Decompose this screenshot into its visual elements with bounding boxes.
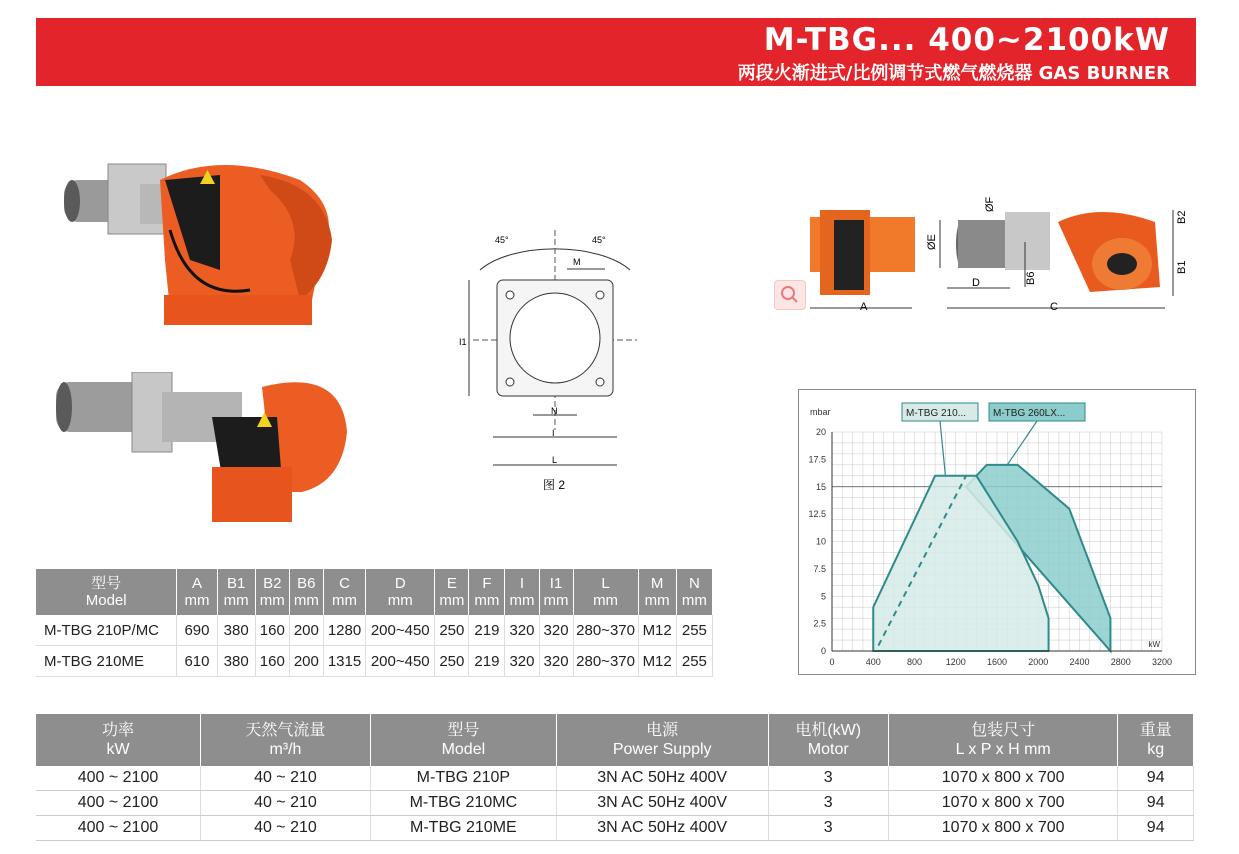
side-label-f: ØF [984, 196, 996, 212]
table-cell: M-TBG 210P/MC [36, 615, 177, 646]
spec-header-top: 电机(kW) [795, 722, 862, 739]
table-cell: 94 [1118, 791, 1194, 816]
table-cell: 320 [505, 615, 539, 646]
burner-photo-top [60, 150, 350, 340]
spec-header-bottom: Model [441, 741, 486, 758]
dim-header-top: A [191, 575, 202, 592]
dim-label-n: N [551, 406, 558, 416]
dim-header-13 [676, 569, 712, 615]
side-view-drawing [800, 192, 1200, 322]
spec-header-1 [200, 714, 370, 766]
dim-label-l: L [552, 455, 558, 465]
y-tick-label: 17.5 [808, 454, 826, 465]
y-tick-label: 10 [815, 536, 826, 547]
x-tick-label: 1600 [986, 657, 1008, 667]
y-tick-label: 20 [815, 427, 826, 437]
spec-header-bottom: L x P x H mm [955, 741, 1051, 758]
spec-header-row [36, 714, 1194, 766]
table-cell: 255 [676, 646, 712, 677]
side-label-b6: B6 [1025, 271, 1037, 285]
spec-header-top: 包装尺寸 [971, 722, 1036, 739]
dim-header-top: D [394, 575, 406, 592]
table-cell: 40 ~ 210 [200, 766, 370, 791]
dim-header-0 [36, 569, 177, 615]
side-label-b2: B2 [1176, 210, 1188, 224]
dim-header-bottom: mm [644, 592, 670, 609]
dim-header-bottom: mm [474, 592, 500, 609]
y-tick-label: 5 [820, 591, 826, 602]
dim-header-bottom: mm [223, 592, 249, 609]
dim-header-top: I1 [549, 575, 563, 592]
table-cell: 1070 x 800 x 700 [888, 816, 1117, 841]
table-cell: 160 [255, 646, 289, 677]
spec-header-bottom: Power Supply [612, 741, 712, 758]
table-cell: 1070 x 800 x 700 [888, 766, 1117, 791]
burner-photo-bottom [52, 372, 352, 527]
dim-header-6 [366, 569, 435, 615]
dim-header-12 [638, 569, 676, 615]
dim-header-bottom: Model [85, 592, 127, 609]
legend-leader-0 [940, 421, 945, 476]
table-cell: 320 [539, 646, 573, 677]
dim-header-3 [255, 569, 289, 615]
table-cell: 400 ~ 2100 [36, 766, 200, 791]
side-label-a: A [860, 301, 868, 313]
dim-header-bottom: mm [543, 592, 569, 609]
table-row [36, 816, 1194, 841]
dim-header-top: F [482, 575, 492, 592]
angle-label-right: 45° [592, 235, 606, 245]
table-cell: 3 [768, 791, 888, 816]
zoom-icon[interactable] [774, 280, 806, 310]
spec-header-4 [768, 714, 888, 766]
header-banner [36, 18, 1196, 86]
dim-header-bottom: mm [439, 592, 465, 609]
dim-header-top: B6 [297, 575, 316, 592]
dim-header-2 [217, 569, 255, 615]
table-cell: 94 [1118, 816, 1194, 841]
spec-header-top: 天然气流量 [245, 722, 326, 739]
dim-header-bottom: mm [593, 592, 619, 609]
table-cell: 200 [289, 646, 323, 677]
x-axis-label: kW [1148, 640, 1160, 649]
dim-header-bottom: mm [681, 592, 707, 609]
dim-header-bottom: mm [293, 592, 319, 609]
table-cell: 3N AC 50Hz 400V [556, 791, 768, 816]
spec-header-2 [370, 714, 556, 766]
x-tick-label: 3200 [1151, 657, 1173, 667]
table-cell: 94 [1118, 766, 1194, 791]
spec-header-5 [888, 714, 1117, 766]
table-cell: 280~370 [573, 615, 638, 646]
spec-header-top: 型号 [447, 722, 480, 739]
spec-header-bottom: m³/h [269, 741, 302, 758]
spec-header-top: 重量 [1139, 722, 1172, 739]
side-label-b1: B1 [1176, 260, 1188, 274]
x-tick-label: 800 [906, 657, 923, 667]
x-tick-label: 1200 [945, 657, 966, 667]
chart-svg [799, 390, 1195, 674]
table-cell: 255 [676, 615, 712, 646]
dim-header-9 [505, 569, 539, 615]
y-tick-label: 0 [820, 646, 826, 656]
dimensions-header-row [36, 569, 713, 615]
table-cell: 1280 [323, 615, 365, 646]
table-cell: 160 [255, 615, 289, 646]
dim-header-top: B1 [227, 575, 246, 592]
dim-header-7 [435, 569, 469, 615]
page-title: M-TBG... 400~2100kW [763, 22, 1170, 58]
table-cell: 40 ~ 210 [200, 816, 370, 841]
table-cell: 200~450 [366, 646, 435, 677]
table-row [36, 646, 713, 677]
table-cell: 3N AC 50Hz 400V [556, 816, 768, 841]
table-cell: 690 [177, 615, 217, 646]
spec-table [36, 714, 1194, 841]
firing-rate-chart [798, 389, 1196, 675]
dim-header-bottom: mm [184, 592, 210, 609]
table-cell: 219 [469, 646, 505, 677]
spec-header-bottom: kg [1147, 741, 1165, 758]
dim-header-top: L [601, 575, 610, 592]
dim-header-bottom: mm [332, 592, 358, 609]
table-cell: 280~370 [573, 646, 638, 677]
table-cell: 320 [539, 615, 573, 646]
dim-header-bottom: mm [259, 592, 285, 609]
dim-label-i: I [552, 428, 555, 438]
y-tick-label: 12.5 [808, 509, 826, 520]
spec-header-top: 电源 [646, 722, 679, 739]
y-tick-label: 15 [815, 481, 826, 492]
table-cell: 3 [768, 766, 888, 791]
drawing-caption: 图 2 [543, 478, 566, 492]
x-tick-label: 2800 [1110, 657, 1131, 667]
table-cell: M-TBG 210P [370, 766, 556, 791]
table-row [36, 766, 1194, 791]
dim-header-top: C [339, 575, 350, 592]
dim-header-8 [469, 569, 505, 615]
table-row [36, 615, 713, 646]
y-tick-label: 2.5 [813, 618, 826, 629]
table-cell: 320 [505, 646, 539, 677]
table-cell: M-TBG 210MC [370, 791, 556, 816]
table-cell: 3N AC 50Hz 400V [556, 766, 768, 791]
dim-header-top: 型号 [91, 575, 122, 592]
dim-header-10 [539, 569, 573, 615]
y-tick-label: 7.5 [813, 563, 826, 574]
x-tick-label: 0 [829, 657, 835, 667]
dim-header-11 [573, 569, 638, 615]
y-axis-label: mbar [810, 407, 831, 417]
x-tick-label: 2400 [1069, 657, 1090, 667]
angle-label-left: 45° [495, 235, 509, 245]
dim-header-1 [177, 569, 217, 615]
table-cell: 380 [217, 615, 255, 646]
table-cell: 610 [177, 646, 217, 677]
table-cell: M12 [638, 615, 676, 646]
table-cell: 250 [435, 646, 469, 677]
dimensions-table [36, 569, 713, 677]
legend-label-0: M-TBG 210... [906, 408, 967, 419]
table-row [36, 791, 1194, 816]
dim-header-4 [289, 569, 323, 615]
table-cell: 219 [469, 615, 505, 646]
flange-drawing [455, 225, 655, 495]
table-cell: 380 [217, 646, 255, 677]
table-cell: 400 ~ 2100 [36, 791, 200, 816]
dim-header-top: B2 [263, 575, 282, 592]
spec-header-bottom: Motor [807, 741, 849, 758]
dim-header-top: N [688, 575, 700, 592]
dim-label-i1: I1 [459, 337, 467, 347]
table-cell: 400 ~ 2100 [36, 816, 200, 841]
dim-header-top: E [446, 575, 457, 592]
table-cell: 200~450 [366, 615, 435, 646]
table-cell: 1315 [323, 646, 365, 677]
table-cell: 40 ~ 210 [200, 791, 370, 816]
legend-label-1: M-TBG 260LX... [993, 408, 1066, 419]
side-label-d: D [972, 277, 980, 289]
spec-header-bottom: kW [106, 741, 130, 758]
table-cell: M-TBG 210ME [370, 816, 556, 841]
spec-header-top: 功率 [101, 722, 134, 739]
table-cell: 1070 x 800 x 700 [888, 791, 1117, 816]
x-tick-label: 400 [865, 657, 881, 667]
dim-header-bottom: mm [387, 592, 413, 609]
table-cell: 250 [435, 615, 469, 646]
side-label-c: C [1050, 301, 1058, 313]
page-subtitle: 两段火渐进式/比例调节式燃气燃烧器 GAS BURNER [737, 63, 1170, 84]
table-cell: 200 [289, 615, 323, 646]
dim-header-top: M [650, 575, 664, 592]
side-label-e: ØE [926, 234, 938, 250]
spec-header-6 [1118, 714, 1194, 766]
dim-label-m: M [573, 257, 581, 267]
dim-header-bottom: mm [509, 592, 535, 609]
table-cell: M12 [638, 646, 676, 677]
spec-header-3 [556, 714, 768, 766]
table-cell: M-TBG 210ME [36, 646, 177, 677]
dim-header-5 [323, 569, 365, 615]
dim-header-top: I [519, 575, 525, 592]
x-tick-label: 2000 [1028, 657, 1049, 667]
table-cell: 3 [768, 816, 888, 841]
spec-header-0 [36, 714, 200, 766]
